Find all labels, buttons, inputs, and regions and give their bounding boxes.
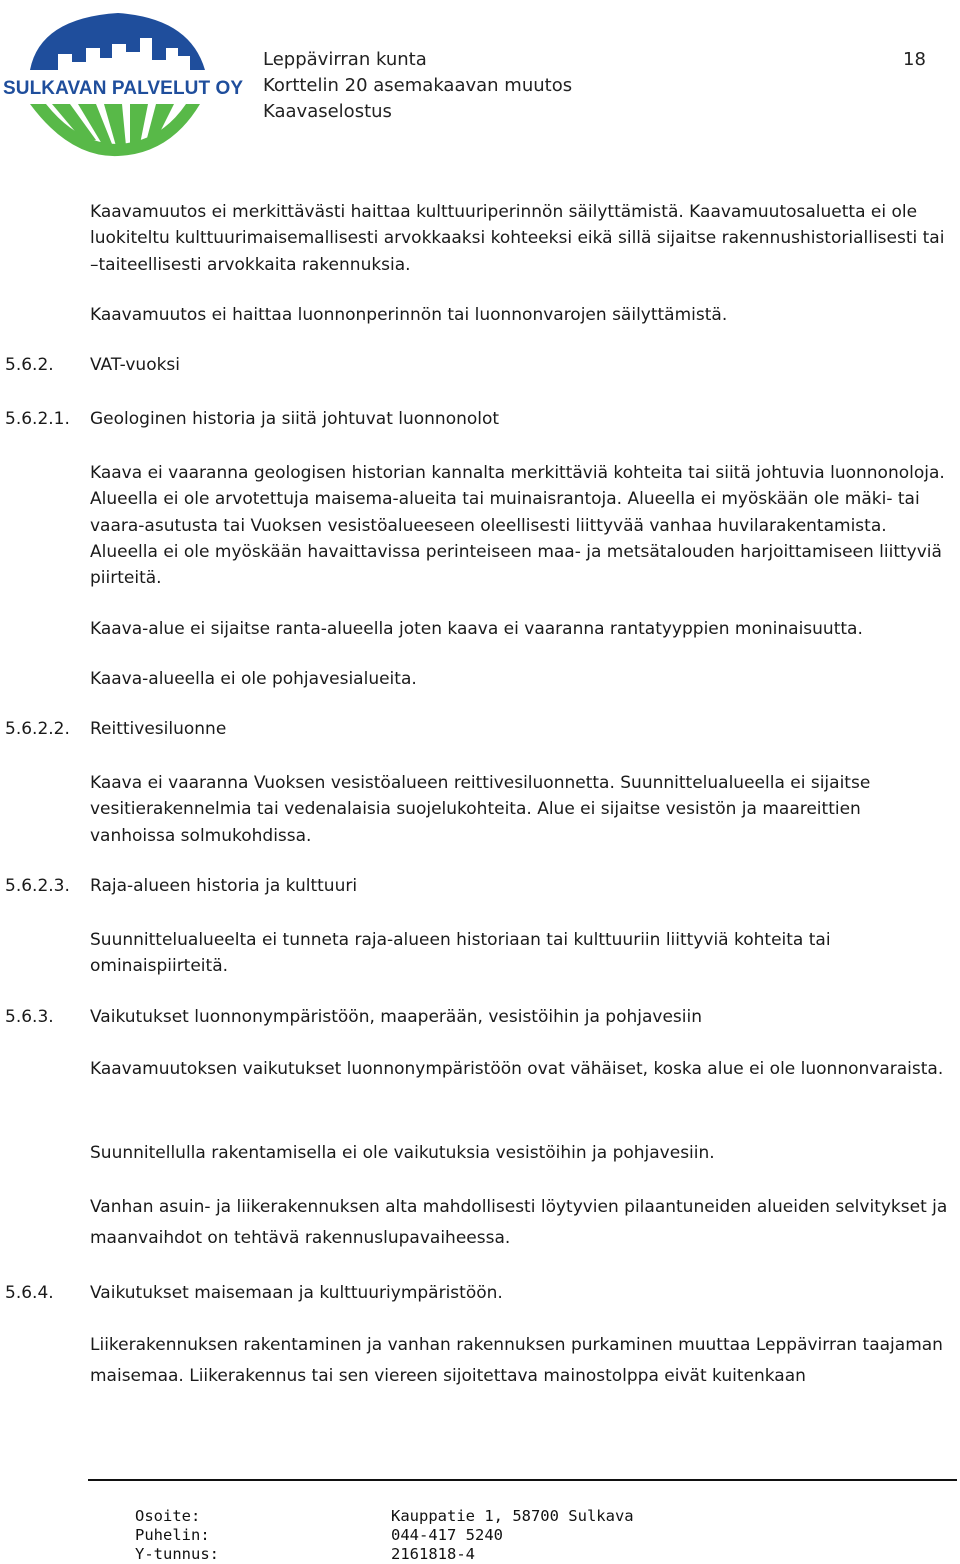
- logo-dome: [30, 13, 205, 70]
- paragraph-contaminated-soil: Vanhan asuin- ja liikerakennuksen alta mahdollisesti löytyvien pilaantuneiden alueiden selvitykset ja maanvaihdot on tehtävä rakennuslupavaiheessa.: [90, 1197, 948, 1248]
- paragraph-shoreline: Kaava-alue ei sijaitse ranta-alueella joten kaava ei vaaranna rantatyyppien moninaisuutta.: [90, 619, 863, 639]
- section-number-5-6-2-2: 5.6.2.2.: [5, 719, 70, 739]
- section-number-5-6-2-1: 5.6.2.1.: [5, 409, 70, 429]
- footer-phone-label: Puhelin:: [135, 1526, 210, 1544]
- section-title-geology: Geologinen historia ja siitä johtuvat luonnonolot: [90, 409, 500, 429]
- paragraph-groundwater-areas: Kaava-alueella ei ole pohjavesialueita.: [90, 669, 417, 689]
- section-title-natural-environment: Vaikutukset luonnonympäristöön, maaperään, vesistöihin ja pohjavesiin: [90, 1007, 703, 1027]
- paragraph-landscape: Liikerakennuksen rakentaminen ja vanhan rakennuksen purkaminen muuttaa Leppävirran taajaman maisemaa. Liikerakennus tai sen viereen sijoitettava mainostolppa eivät kuitenkaan: [90, 1335, 943, 1386]
- paragraph-cultural-heritage: Kaavamuutos ei merkittävästi haittaa kulttuuriperinnön säilyttämistä. Kaavamuutosaluetta ei ole luokiteltu kulttuurimaisemallisesti arvokkaaksi kohteeksi eikä sillä sijaitse rakennushistoriallisesti tai –taiteellisesti arvokkaita rakennuksia.: [90, 202, 945, 275]
- header-plan-title: Korttelin 20 asemakaavan muutos: [263, 75, 573, 96]
- footer-business-id-label: Y-tunnus:: [135, 1545, 219, 1563]
- paragraph-waterway: Kaava ei vaaranna Vuoksen vesistöalueen reittivesiluonnetta. Suunnittelualueella ei sijaitse vesitierakennelmia tai vedenalaisia suojelukohteita. Alue ei sijaitse vesistön ja maareittien vanhoissa solmukohdissa.: [90, 773, 871, 846]
- section-number-5-6-2: 5.6.2.: [5, 355, 54, 375]
- paragraph-natural-environment: Kaavamuutoksen vaikutukset luonnonympäristöön ovat vähäiset, koska alue ei ole luonnonvaraista.: [90, 1059, 944, 1079]
- footer-phone-value: 044-417 5240: [391, 1526, 503, 1544]
- paragraph-border-history: Suunnittelualueelta ei tunneta raja-alueen historiaan tai kulttuuriin liittyviä kohteita tai ominaispiirteitä.: [90, 930, 831, 977]
- header-municipality: Leppävirran kunta: [263, 49, 427, 70]
- section-number-5-6-4: 5.6.4.: [5, 1283, 54, 1303]
- section-title-vat-vuoksi: VAT-vuoksi: [90, 355, 181, 375]
- paragraph-natural-heritage: Kaavamuutos ei haittaa luonnonperinnön tai luonnonvarojen säilyttämistä.: [90, 305, 728, 325]
- section-title-waterway: Reittivesiluonne: [90, 719, 227, 739]
- section-number-5-6-3: 5.6.3.: [5, 1007, 54, 1027]
- paragraph-watercourses: Suunnitellulla rakentamisella ei ole vaikutuksia vesistöihin ja pohjavesiin.: [90, 1143, 715, 1163]
- company-logo: [0, 8, 244, 158]
- footer-address-value: Kauppatie 1, 58700 Sulkava: [391, 1507, 634, 1525]
- paragraph-geology: Kaava ei vaaranna geologisen historian kannalta merkittäviä kohteita tai siitä johtuvia luonnonoloja. Alueella ei ole arvotettuja maisema-alueita tai muinaisrantoja. Alueella ei myöskään ole mäki- tai vaara-asutusta tai Vuoksen vesistöalueeseen oleellisesti liittyvää vanhaa huvilarakentamista. Alueella ei ole myöskään havaittavissa perinteiseen maa- ja metsätalouden harjoittamiseen liittyviä piirteitä.: [90, 463, 945, 589]
- footer-divider: [88, 1479, 957, 1481]
- header-document-type: Kaavaselostus: [263, 101, 392, 122]
- footer-business-id-value: 2161818-4: [391, 1545, 475, 1563]
- footer-address-label: Osoite:: [135, 1507, 201, 1525]
- section-title-border-history: Raja-alueen historia ja kulttuuri: [90, 876, 358, 896]
- page-number: 18: [903, 49, 926, 70]
- logo-text: SULKAVAN PALVELUT OY: [3, 78, 244, 99]
- section-number-5-6-2-3: 5.6.2.3.: [5, 876, 70, 896]
- section-title-landscape: Vaikutukset maisemaan ja kulttuuriympäristöön.: [90, 1283, 503, 1303]
